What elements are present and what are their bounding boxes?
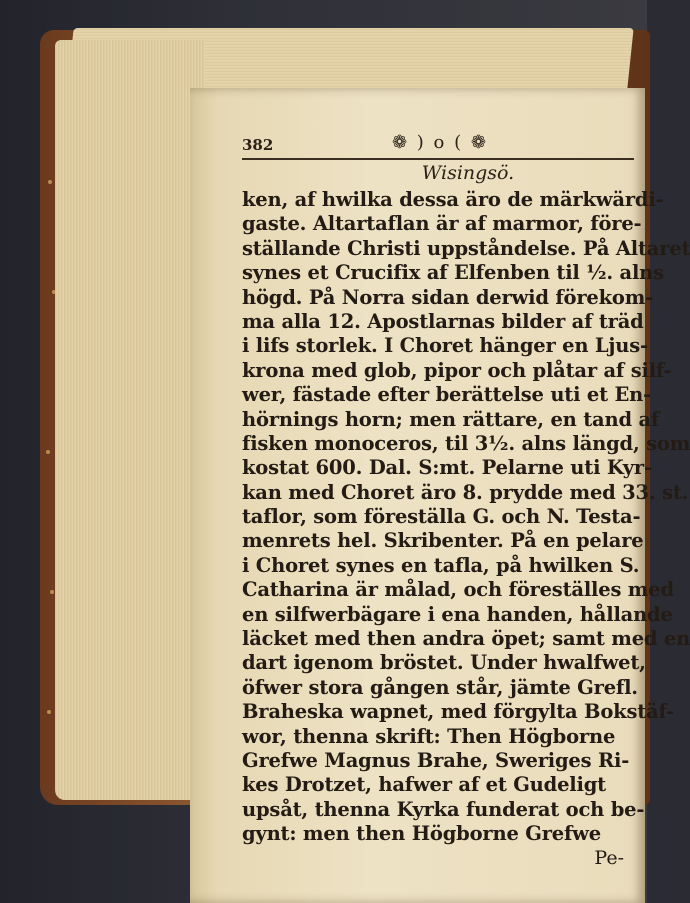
text-line: Braheska wapnet, med förgylta Bokstäf- — [242, 700, 674, 724]
text-line: wer, fästade efter berättelse uti et En- — [242, 383, 652, 407]
text-line: i Choret synes en tafla, på hwilken S. — [242, 553, 640, 577]
text-line: läcket med then andra öpet; samt med en — [242, 627, 690, 651]
header-rule — [242, 158, 634, 160]
body-text — [242, 188, 690, 847]
text-line: hörnings horn; men rättare, en tand af — [242, 407, 660, 431]
page-block-fore-edge — [55, 40, 205, 800]
text-line: taflor, som föreställa G. och N. Testa- — [242, 505, 641, 529]
text-line: wor, thenna skrift: Then Högborne — [242, 724, 616, 748]
text-line: krona med glob, pipor och plåtar af silf- — [242, 358, 672, 382]
text-line: fisken monoceros, til 3½. alns längd, som — [242, 431, 690, 455]
text-line: ken, af hwilka dessa äro de märkwärdi- — [242, 188, 664, 211]
page-number: 382 — [242, 136, 274, 154]
text-line: kes Drotzet, hafwer af et Gudeligt — [242, 773, 606, 797]
text-line: ställande Christi uppståndelse. På Altaret — [242, 236, 690, 260]
header-ornament: ❁ ) o ( ❁ — [392, 132, 488, 153]
text-line: öfwer stora gången står, jämte Grefl. — [242, 675, 638, 699]
catchword: Pe- — [594, 846, 624, 869]
text-line: en silfwerbägare i ena handen, hållande — [242, 602, 673, 626]
text-line: synes et Crucifix af Elfenben til ½. alns — [242, 261, 664, 285]
section-title: Wisingsö. — [421, 162, 515, 184]
cover-mark — [50, 590, 54, 594]
cover-mark — [46, 450, 50, 454]
cover-mark — [48, 180, 52, 184]
text-line: gynt: men then Högborne Grefwe — [242, 822, 601, 846]
text-line: kostat 600. Dal. S:mt. Pelarne uti Kyr- — [242, 456, 652, 480]
running-head — [242, 132, 634, 158]
text-line: dart igenom bröstet. Under hwalfwet, — [242, 651, 646, 675]
text-line: upsåt, thenna Kyrka funderat och be- — [242, 797, 645, 821]
text-line: Catharina är målad, och föreställes med — [242, 578, 674, 602]
text-line: högd. På Norra sidan derwid förekom- — [242, 285, 654, 309]
text-line: i lifs storlek. I Choret hänger en Ljus- — [242, 334, 648, 358]
text-line: gaste. Altartaflan är af marmor, före- — [242, 212, 642, 236]
page-content — [242, 132, 690, 869]
cover-mark — [47, 710, 51, 714]
text-line: ma alla 12. Apostlarnas bilder af träd — [242, 309, 644, 333]
text-line: menrets hel. Skribenter. På en pelare — [242, 529, 644, 553]
printed-page — [190, 88, 690, 903]
text-line: Grefwe Magnus Brahe, Sweriges Ri- — [242, 748, 630, 772]
text-line: kan med Choret äro 8. prydde med 33. st. — [242, 480, 689, 504]
